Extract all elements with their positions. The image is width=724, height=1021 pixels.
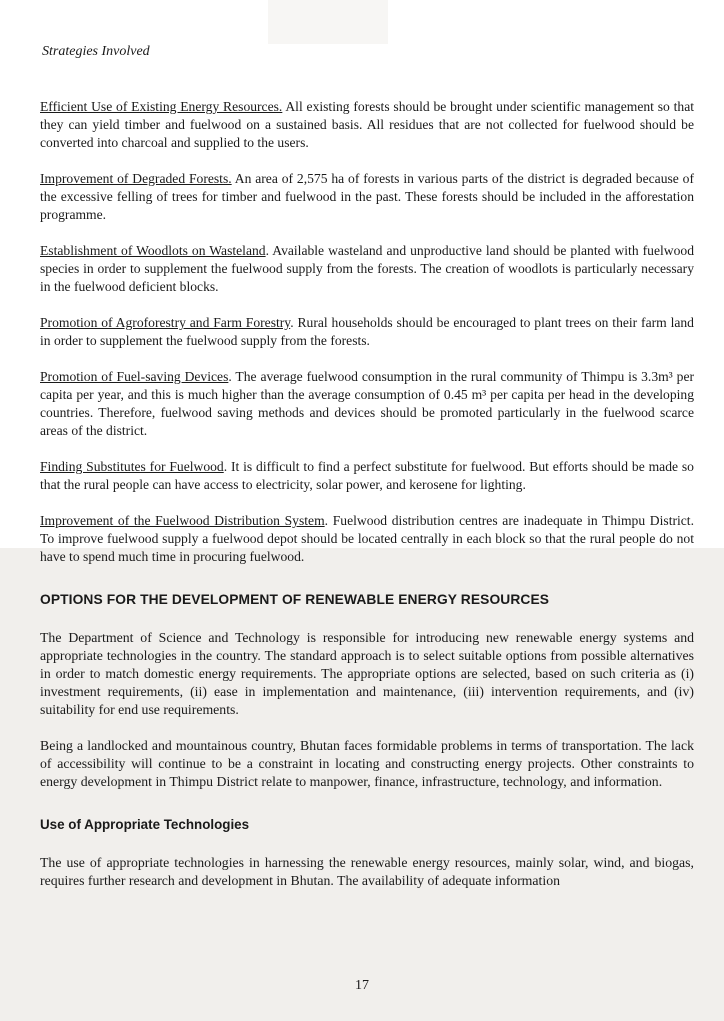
- scan-smudge: [268, 0, 388, 44]
- strategy-paragraph: [40, 242, 694, 296]
- strategy-text: An area of 2,575 ha of forests in various parts of the district is degraded because of the excessive felling of trees for timber and fuelwood in the past. These forests should be included in the afforestation programme.: [40, 171, 694, 222]
- strategy-paragraph: [40, 368, 694, 440]
- strategy-text: . Fuelwood distribution centres are inadequate in Thimpu District. To improve fuelwood supply a fuelwood depot should be located centrally in each block so that the rural people do not have to spend much time in procuring fuelwood.: [40, 513, 694, 564]
- strategy-lead: Finding Substitutes for Fuelwood: [40, 459, 224, 474]
- body-paragraph: Being a landlocked and mountainous country, Bhutan faces formidable problems in terms of transportation. The lack of accessibility will continue to be a constraint in locating and constructing energy projects. Other constraints to energy development in Thimpu District relate to manpower, finance, infrastructure, technology, and information.: [40, 738, 694, 789]
- strategy-text: . It is difficult to find a perfect substitute for fuelwood. But efforts should be made so that the rural people can have access to electricity, solar power, and kerosene for lighting.: [40, 459, 694, 492]
- strategy-text: . Rural households should be encouraged to plant trees on their farm land in order to supplement the fuelwood supply from the forests.: [40, 315, 694, 348]
- strategy-lead: Improvement of the Fuelwood Distribution System: [40, 513, 325, 528]
- strategy-paragraph: [40, 170, 694, 224]
- strategy-lead: Promotion of Agroforestry and Farm Forestry: [40, 315, 291, 330]
- renewable-options-section: [40, 592, 694, 890]
- body-paragraph: The Department of Science and Technology is responsible for introducing new renewable energy systems and appropriate technologies in the country. The standard approach is to select suitable options from possible alternatives in order to match domestic energy requirements. The appropriate options are selected, based on such criteria as (i) investment requirements, (ii) ease in implementation and maintenance, (iii) intervention requirements, and (iv) suitability for end use requirements.: [40, 630, 694, 717]
- section-heading: OPTIONS FOR THE DEVELOPMENT OF RENEWABLE ENERGY RESOURCES: [40, 592, 550, 607]
- strategy-paragraph: [40, 512, 694, 566]
- document-page: [40, 44, 694, 908]
- strategy-lead: Promotion of Fuel-saving Devices: [40, 369, 229, 384]
- strategy-text: All existing forests should be brought under scientific management so that they can yield timber and fuelwood on a sustained basis. All residues that are not collected for fuelwood should be converted into charcoal and supplied to the users.: [40, 99, 695, 150]
- strategy-text: . Available wasteland and unproductive land should be planted with fuelwood species in order to supplement the fuelwood supply from the forests. The creation of woodlots is particularly necessary in the fuelwood deficient blocks.: [40, 243, 694, 294]
- strategy-lead: Improvement of Degraded Forests.: [40, 171, 232, 186]
- body-paragraph: The use of appropriate technologies in harnessing the renewable energy resources, mainly solar, wind, and biogas, requires further research and development in Bhutan. The availability of adequate information: [40, 855, 694, 888]
- page-number: 17: [355, 978, 369, 993]
- strategy-paragraph: [40, 98, 694, 152]
- strategies-list: [40, 98, 694, 566]
- strategy-lead: Establishment of Woodlots on Wasteland: [40, 243, 266, 258]
- strategy-text: . The average fuelwood consumption in the rural community of Thimpu is 3.3m³ per capita per year, and this is much higher than the average consumption of 0.45 m³ per capita per head in the developing countries. Therefore, fuelwood saving methods and devices should be promoted particularly in the fuelwood scarce areas of the district.: [40, 369, 695, 438]
- strategy-lead: Efficient Use of Existing Energy Resources.: [40, 99, 283, 114]
- section-label: Strategies Involved: [42, 44, 150, 59]
- strategy-paragraph: [40, 458, 694, 494]
- strategy-paragraph: [40, 314, 694, 350]
- subsection-heading: Use of Appropriate Technologies: [40, 817, 250, 832]
